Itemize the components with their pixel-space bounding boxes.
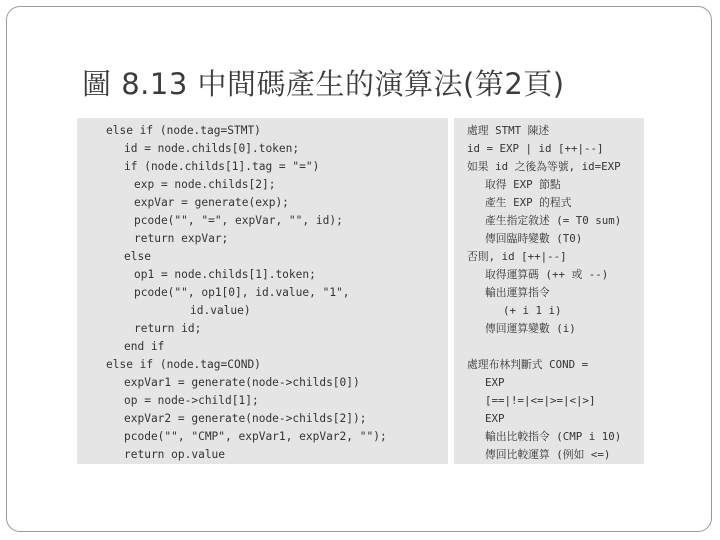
code-line: expVar2 = generate(node->childs[2]); bbox=[124, 412, 367, 425]
code-line: else if (node.tag=STMT) bbox=[106, 124, 261, 137]
code-line: end if bbox=[124, 340, 165, 353]
code-line: if (node.childs[1].tag = "=") bbox=[124, 160, 320, 173]
code-panel bbox=[77, 118, 448, 464]
code-line: id = node.childs[0].token; bbox=[124, 142, 300, 155]
code-line: expVar1 = generate(node->childs[0]) bbox=[124, 376, 360, 389]
code-line: id.value) bbox=[190, 304, 251, 317]
note-line: 傳回臨時變數 (T0) bbox=[485, 232, 583, 245]
note-line: 傳回運算變數 (i) bbox=[485, 322, 576, 335]
code-line: else bbox=[124, 250, 151, 263]
note-line: 取得運算碼 (++ 或 --) bbox=[485, 268, 609, 281]
code-line: op1 = node.childs[1].token; bbox=[134, 268, 316, 281]
note-line: 輸出比較指令 (CMP i 10) bbox=[485, 430, 622, 443]
note-line: 產生指定敘述 (= T0 sum) bbox=[485, 214, 622, 227]
note-line: EXP bbox=[485, 412, 505, 425]
code-line: return expVar; bbox=[134, 232, 229, 245]
code-line: exp = node.childs[2]; bbox=[134, 178, 276, 191]
code-line: else if (node.tag=COND) bbox=[106, 358, 261, 371]
code-line: pcode("", "=", expVar, "", id); bbox=[134, 214, 343, 227]
note-line: 處理 STMT 陳述 bbox=[467, 124, 550, 137]
code-line: return id; bbox=[134, 322, 202, 335]
code-line: pcode("", "CMP", expVar1, expVar2, ""); bbox=[124, 430, 387, 443]
note-line: (+ i 1 i) bbox=[503, 304, 562, 317]
note-line: EXP bbox=[485, 376, 505, 389]
code-line: op = node->child[1]; bbox=[124, 394, 259, 407]
note-line: 否則, id [++|--] bbox=[467, 250, 567, 263]
note-line: 輸出運算指令 bbox=[485, 286, 550, 299]
note-line: 如果 id 之後為等號, id=EXP bbox=[467, 160, 621, 173]
note-line: 產生 EXP 的程式 bbox=[485, 196, 572, 209]
notes-panel bbox=[454, 118, 644, 464]
slide-title: 圖 8.13 中間碼產生的演算法(第2頁) bbox=[82, 67, 565, 101]
note-line: 傳回比較運算 (例如 <=) bbox=[485, 448, 611, 461]
note-line: 取得 EXP 節點 bbox=[485, 178, 561, 191]
note-line: 處理布林判斷式 COND = bbox=[467, 358, 589, 371]
code-line: pcode("", op1[0], id.value, "1", bbox=[134, 286, 350, 299]
note-line: id = EXP | id [++|--] bbox=[467, 142, 604, 155]
code-line: expVar = generate(exp); bbox=[134, 196, 289, 209]
note-line: [==|!=|<=|>=|<|>] bbox=[485, 394, 596, 407]
code-line: return op.value bbox=[124, 448, 226, 461]
